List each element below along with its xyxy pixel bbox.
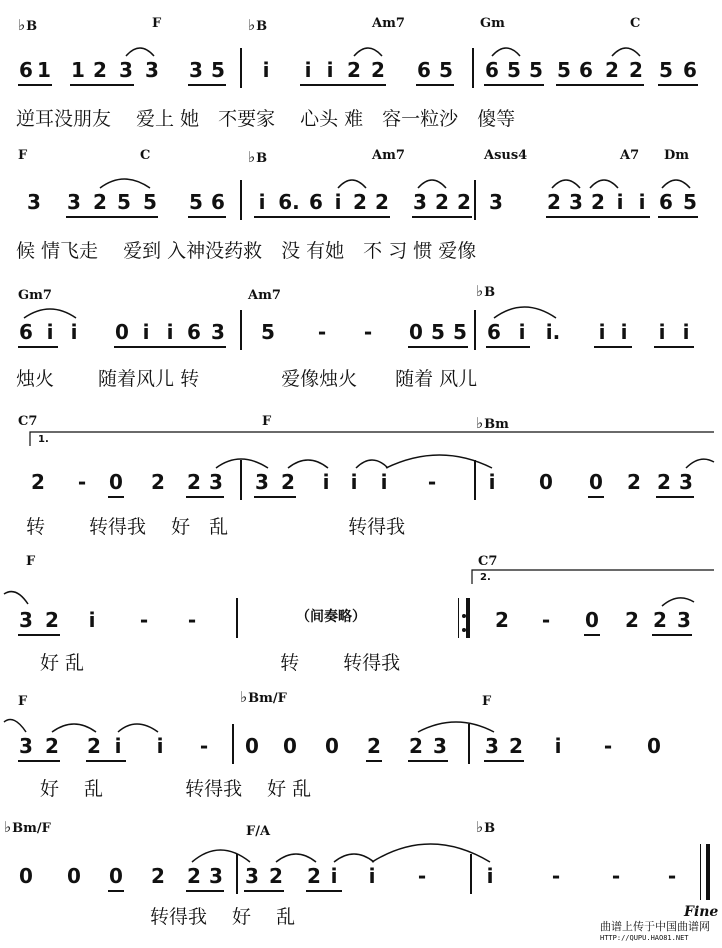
note: i [330, 864, 338, 888]
note: 3 [413, 190, 427, 214]
note: 5 [117, 190, 131, 214]
note: i [616, 190, 624, 214]
note: i [88, 608, 96, 632]
system-6 [0, 682, 722, 812]
note: - [199, 734, 209, 758]
note: - [363, 320, 373, 344]
note: i [142, 320, 150, 344]
interlude-note: （间奏略） [296, 609, 366, 625]
note: i [554, 734, 562, 758]
note: i [488, 470, 496, 494]
note: - [541, 608, 551, 632]
chord-symbol: F [482, 694, 492, 709]
chord-symbol: ♭Bm [476, 414, 509, 432]
chord-symbol: ♭B [476, 282, 496, 300]
note: 2 [87, 734, 101, 758]
note: 0 [109, 864, 123, 888]
system-5 [0, 542, 722, 682]
note: 0 [409, 320, 423, 344]
note: 5 [557, 58, 571, 82]
note: 6 [19, 320, 33, 344]
note: 2 [495, 608, 509, 632]
chord-symbol: Asus4 [484, 148, 528, 163]
note: 2 [269, 864, 283, 888]
fine-mark: Fine [684, 904, 719, 920]
note: - [603, 734, 613, 758]
note: 6 [309, 190, 323, 214]
system-4 [0, 402, 722, 542]
lyrics-line: 转 转得我 好 乱 转得我 [26, 516, 406, 538]
note: 3 [485, 734, 499, 758]
note: 2 [375, 190, 389, 214]
note: 0 [283, 734, 297, 758]
note: i [304, 58, 312, 82]
chord-symbol: Gm7 [18, 288, 52, 303]
note: 0 [109, 470, 123, 494]
chord-symbol: C7 [18, 414, 38, 429]
note: 2 [605, 58, 619, 82]
note: i [368, 864, 376, 888]
note: i [46, 320, 54, 344]
note: 5 [189, 190, 203, 214]
chord-symbol: F [26, 554, 36, 569]
chord-symbol: ♭B [248, 16, 268, 34]
note: 3 [67, 190, 81, 214]
note: 2 [371, 58, 385, 82]
chord-symbol: F [18, 148, 28, 163]
note: 2 [367, 734, 381, 758]
note: 5 [439, 58, 453, 82]
note: 3 [489, 190, 503, 214]
note: - [667, 864, 677, 888]
note: 0 [19, 864, 33, 888]
note: 6 [659, 190, 673, 214]
note: 2 [409, 734, 423, 758]
note: 2 [347, 58, 361, 82]
chord-symbol: Am7 [372, 16, 405, 31]
chord-symbol: Am7 [372, 148, 405, 163]
lyrics-line: 好 乱 转 转得我 [40, 652, 401, 674]
chord-symbol: C [140, 148, 151, 163]
lyrics-line: 转得我 好 乱 [150, 906, 296, 928]
note: - [417, 864, 427, 888]
note: 6 [683, 58, 697, 82]
note: 3 [19, 608, 33, 632]
chord-symbol: Gm [480, 16, 505, 31]
note: i. [545, 320, 561, 344]
note: 5 [143, 190, 157, 214]
note: 2 [187, 864, 201, 888]
note: 2 [151, 470, 165, 494]
note: 2 [657, 470, 671, 494]
lyrics-line: 好 乱 转得我 好 乱 [40, 778, 312, 800]
note: 5 [507, 58, 521, 82]
note: i [258, 190, 266, 214]
note: 3 [27, 190, 41, 214]
chord-symbol: F [152, 16, 162, 31]
chord-symbol: F [18, 694, 28, 709]
note: 2 [307, 864, 321, 888]
note: 3 [145, 58, 159, 82]
note: i [70, 320, 78, 344]
note: i [658, 320, 666, 344]
note: 2 [45, 608, 59, 632]
chord-symbol: C7 [478, 554, 498, 569]
note: 3 [569, 190, 583, 214]
note: 2 [281, 470, 295, 494]
chord-symbol: ♭B [18, 16, 38, 34]
chord-symbol: A7 [620, 148, 640, 163]
note: 2 [625, 608, 639, 632]
note: - [139, 608, 149, 632]
note: 6. [278, 190, 300, 214]
note: 2 [509, 734, 523, 758]
note: - [77, 470, 87, 494]
note: - [551, 864, 561, 888]
chord-symbol: ♭Bm/F [240, 688, 287, 706]
note: 0 [67, 864, 81, 888]
lyrics-line: 候 情飞走 爱到 入神没药救 没 有她 不 习 惯 爱像 [16, 240, 477, 262]
system-3 [0, 272, 722, 402]
site-url: HTTP://QUPU.HAO81.NET [600, 934, 689, 942]
note: - [611, 864, 621, 888]
lyrics-line: 烛火 随着风儿 转 爱像烛火 随着 风儿 [16, 368, 478, 390]
note: 2 [93, 190, 107, 214]
note: 2 [435, 190, 449, 214]
note: 2 [45, 734, 59, 758]
note: 2 [653, 608, 667, 632]
note: - [317, 320, 327, 344]
note: 5 [453, 320, 467, 344]
volta-label: 1. [38, 434, 49, 445]
chord-symbol: ♭B [248, 148, 268, 166]
note: i [486, 864, 494, 888]
note: 2 [353, 190, 367, 214]
note: 3 [209, 864, 223, 888]
note: 5 [683, 190, 697, 214]
note: 6 [485, 58, 499, 82]
note: 5 [529, 58, 543, 82]
system-2 [0, 140, 722, 272]
note: i [166, 320, 174, 344]
note: i [334, 190, 342, 214]
note: 6 [417, 58, 431, 82]
note: 5 [659, 58, 673, 82]
note: 1 [37, 58, 51, 82]
chord-symbol: ♭B [476, 818, 496, 836]
note: i [322, 470, 330, 494]
note: 5 [261, 320, 275, 344]
note: i [638, 190, 646, 214]
note: 2 [547, 190, 561, 214]
note: 3 [211, 320, 225, 344]
note: 0 [589, 470, 603, 494]
chord-symbol: Am7 [248, 288, 281, 303]
note: 6 [187, 320, 201, 344]
note: 3 [245, 864, 259, 888]
chord-symbol: F/A [246, 824, 271, 839]
note: 3 [19, 734, 33, 758]
repeat-dot [462, 614, 466, 618]
note: 0 [647, 734, 661, 758]
site-credit: 曲谱上传于中国曲谱网 [600, 920, 710, 933]
note: i [326, 58, 334, 82]
lyrics-line: 逆耳没朋友 爱上 她 不要家 心头 难 容一粒沙 傻等 [16, 108, 516, 130]
note: - [427, 470, 437, 494]
note: 2 [629, 58, 643, 82]
note: 6 [487, 320, 501, 344]
note: 2 [151, 864, 165, 888]
chord-symbol: F [262, 414, 272, 429]
note: 3 [119, 58, 133, 82]
system-1 [0, 8, 722, 140]
note: 1 [71, 58, 85, 82]
note: 5 [431, 320, 445, 344]
note: 6 [19, 58, 33, 82]
note: i [682, 320, 690, 344]
note: 3 [209, 470, 223, 494]
note: 3 [679, 470, 693, 494]
note: 0 [245, 734, 259, 758]
note: 3 [433, 734, 447, 758]
chord-symbol: ♭Bm/F [4, 818, 51, 836]
chord-symbol: Dm [664, 148, 690, 163]
note: 2 [627, 470, 641, 494]
chord-symbol: C [630, 16, 641, 31]
note: i [156, 734, 164, 758]
note: 2 [591, 190, 605, 214]
note: i [518, 320, 526, 344]
note: 3 [189, 58, 203, 82]
note: 5 [211, 58, 225, 82]
note: 0 [325, 734, 339, 758]
note: 2 [93, 58, 107, 82]
note: i [350, 470, 358, 494]
repeat-dot [462, 628, 466, 632]
volta-label: 2. [480, 572, 491, 583]
note: i [262, 58, 270, 82]
note: 0 [585, 608, 599, 632]
note: - [187, 608, 197, 632]
note: 2 [457, 190, 471, 214]
note: 6 [211, 190, 225, 214]
note: i [114, 734, 122, 758]
note: 3 [677, 608, 691, 632]
note: 0 [539, 470, 553, 494]
note: 6 [579, 58, 593, 82]
note: 0 [115, 320, 129, 344]
note: 3 [255, 470, 269, 494]
note: i [380, 470, 388, 494]
note: 2 [187, 470, 201, 494]
note: i [620, 320, 628, 344]
note: 2 [31, 470, 45, 494]
note: i [598, 320, 606, 344]
